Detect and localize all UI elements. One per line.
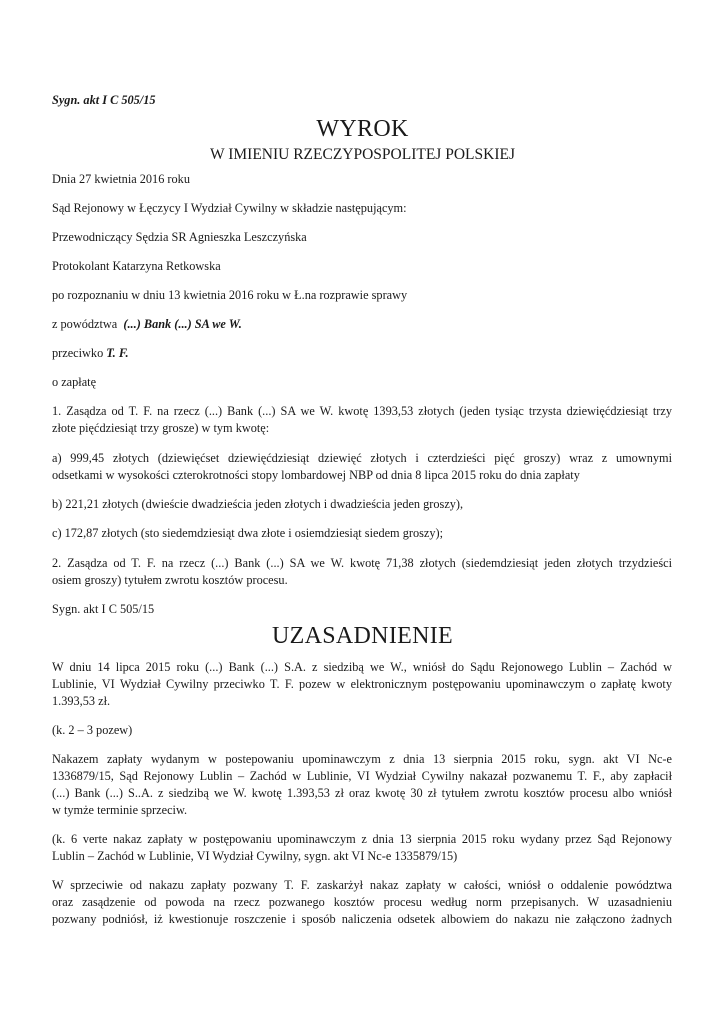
presiding-judge: Przewodniczący Sędzia SR Agnieszka Leszczyńska — [52, 230, 307, 244]
justification-p3-line-2: oraz zasądzenie od powoda na rzecz pozwanego kosztów procesu według norm przepisanych. W uzasadnieniu — [52, 895, 672, 909]
court-clerk: Protokolant Katarzyna Retkowska — [52, 259, 221, 273]
defendant-name: T. F. — [106, 346, 129, 360]
verdict-date: Dnia 27 kwietnia 2016 roku — [52, 172, 190, 186]
plaintiff-line — [52, 316, 242, 333]
defendant-prefix: przeciwko — [52, 346, 107, 360]
evidence-reference-2-line-2: Lublin – Zachód w Lublinie, VI Wydział Cywilny, sygn. akt VI Nc-e 1335879/15) — [52, 849, 458, 863]
defendant-line — [52, 345, 129, 362]
justification-p1-line-3: 1.393,53 zł. — [52, 694, 111, 708]
plaintiff-name: (...) Bank (...) SA we W. — [123, 317, 242, 331]
verdict-point-1-line-2: złote pięćdziesiąt trzy grosze) w tym kwotę: — [52, 421, 270, 435]
justification-case-reference: Sygn. akt I C 505/15 — [52, 602, 155, 616]
justification-p2-line-2: 1336879/15, Sąd Rejonowy Lublin – Zachód w Lublinie, VI Wydział Cywilny nakazał pozwanemu T. F., aby zapłacił — [52, 769, 672, 783]
verdict-point-a-line-1: a) 999,45 złotych (dziewięćset dziewięćdziesiąt dziewięć złotych i czterdzieści pięć groszy) wraz z umownymi — [52, 451, 672, 465]
case-subject: o zapłatę — [52, 375, 97, 389]
verdict-point-2-line-1: 2. Zasądza od T. F. na rzecz (...) Bank (...) SA we W. kwotę 71,38 złotych (siedemdziesiąt jeden złotych trzydzieści — [52, 556, 672, 570]
verdict-subtitle: W IMIENIU RZECZYPOSPOLITEJ POLSKIEJ — [210, 146, 515, 163]
justification-p3-line-3: pozwany podniósł, iż kwestionuje roszczenie i sposób naliczenia odsetek albowiem do nakazu nie załączono żadnych — [52, 912, 672, 926]
justification-p1-line-1: W dniu 14 lipca 2015 roku (...) Bank (...) S.A. z siedzibą we W., wniósł do Sądu Rejonowego Lublin – Zachód w — [52, 660, 672, 674]
justification-p2-line-4: w tymże terminie sprzeciw. — [52, 803, 188, 817]
evidence-reference-2-line-1: (k. 6 verte nakaz zapłaty w postępowaniu upominawczym z dnia 13 sierpnia 2015 roku wydany przez Sąd Rejonowy — [52, 832, 672, 846]
hearing-info: po rozpoznaniu w dniu 13 kwietnia 2016 roku w Ł.na rozprawie sprawy — [52, 288, 408, 302]
verdict-point-2-line-2: osiem groszy) tytułem zwrotu kosztów procesu. — [52, 573, 288, 587]
justification-p1-line-2: Lublinie, VI Wydział Cywilny przeciwko T. F. pozew w elektronicznym postępowaniu upominawczym o zapłatę kwoty — [52, 677, 672, 691]
justification-p3-line-1: W sprzeciwie od nakazu zapłaty pozwany T. F. zaskarżył nakaz zapłaty w całości, wniósł o oddalenie powództwa — [52, 878, 672, 892]
verdict-point-a-line-2: odsetkami w wysokości czterokrotności stopy lombardowej NBP od dnia 8 lipca 2015 roku do dnia zapłaty — [52, 468, 580, 482]
verdict-point-b: b) 221,21 złotych (dwieście dwadzieścia jeden złotych i dwadzieścia jeden groszy), — [52, 497, 464, 511]
verdict-point-1-line-1: 1. Zasądza od T. F. na rzecz (...) Bank (...) SA we W. kwotę 1393,53 złotych (jeden tysiąc trzysta dziewięćdziesiąt trzy — [52, 404, 672, 418]
justification-title: UZASADNIENIE — [272, 623, 453, 649]
plaintiff-prefix: z powództwa — [52, 317, 121, 331]
verdict-title: WYROK — [316, 116, 409, 142]
verdict-point-c: c) 172,87 złotych (sto siedemdziesiąt dwa złote i osiemdziesiąt siedem groszy); — [52, 526, 443, 540]
justification-p2-line-1: Nakazem zapłaty wydanym w postepowaniu upominawczym z dnia 13 sierpnia 2015 roku, sygn. akt VI Nc-e — [52, 752, 672, 766]
court-composition: Sąd Rejonowy w Łęczycy I Wydział Cywilny w składzie następującym: — [52, 201, 407, 215]
justification-p2-line-3: (...) Bank (...) S..A. z siedzibą we W. kwotę 1.393,53 zł oraz kwotę 30 zł tytułem zwrotu kosztów procesu albo wniósł — [52, 786, 672, 800]
evidence-reference-1: (k. 2 – 3 pozew) — [52, 723, 133, 737]
case-reference: Sygn. akt I C 505/15 — [52, 93, 156, 107]
